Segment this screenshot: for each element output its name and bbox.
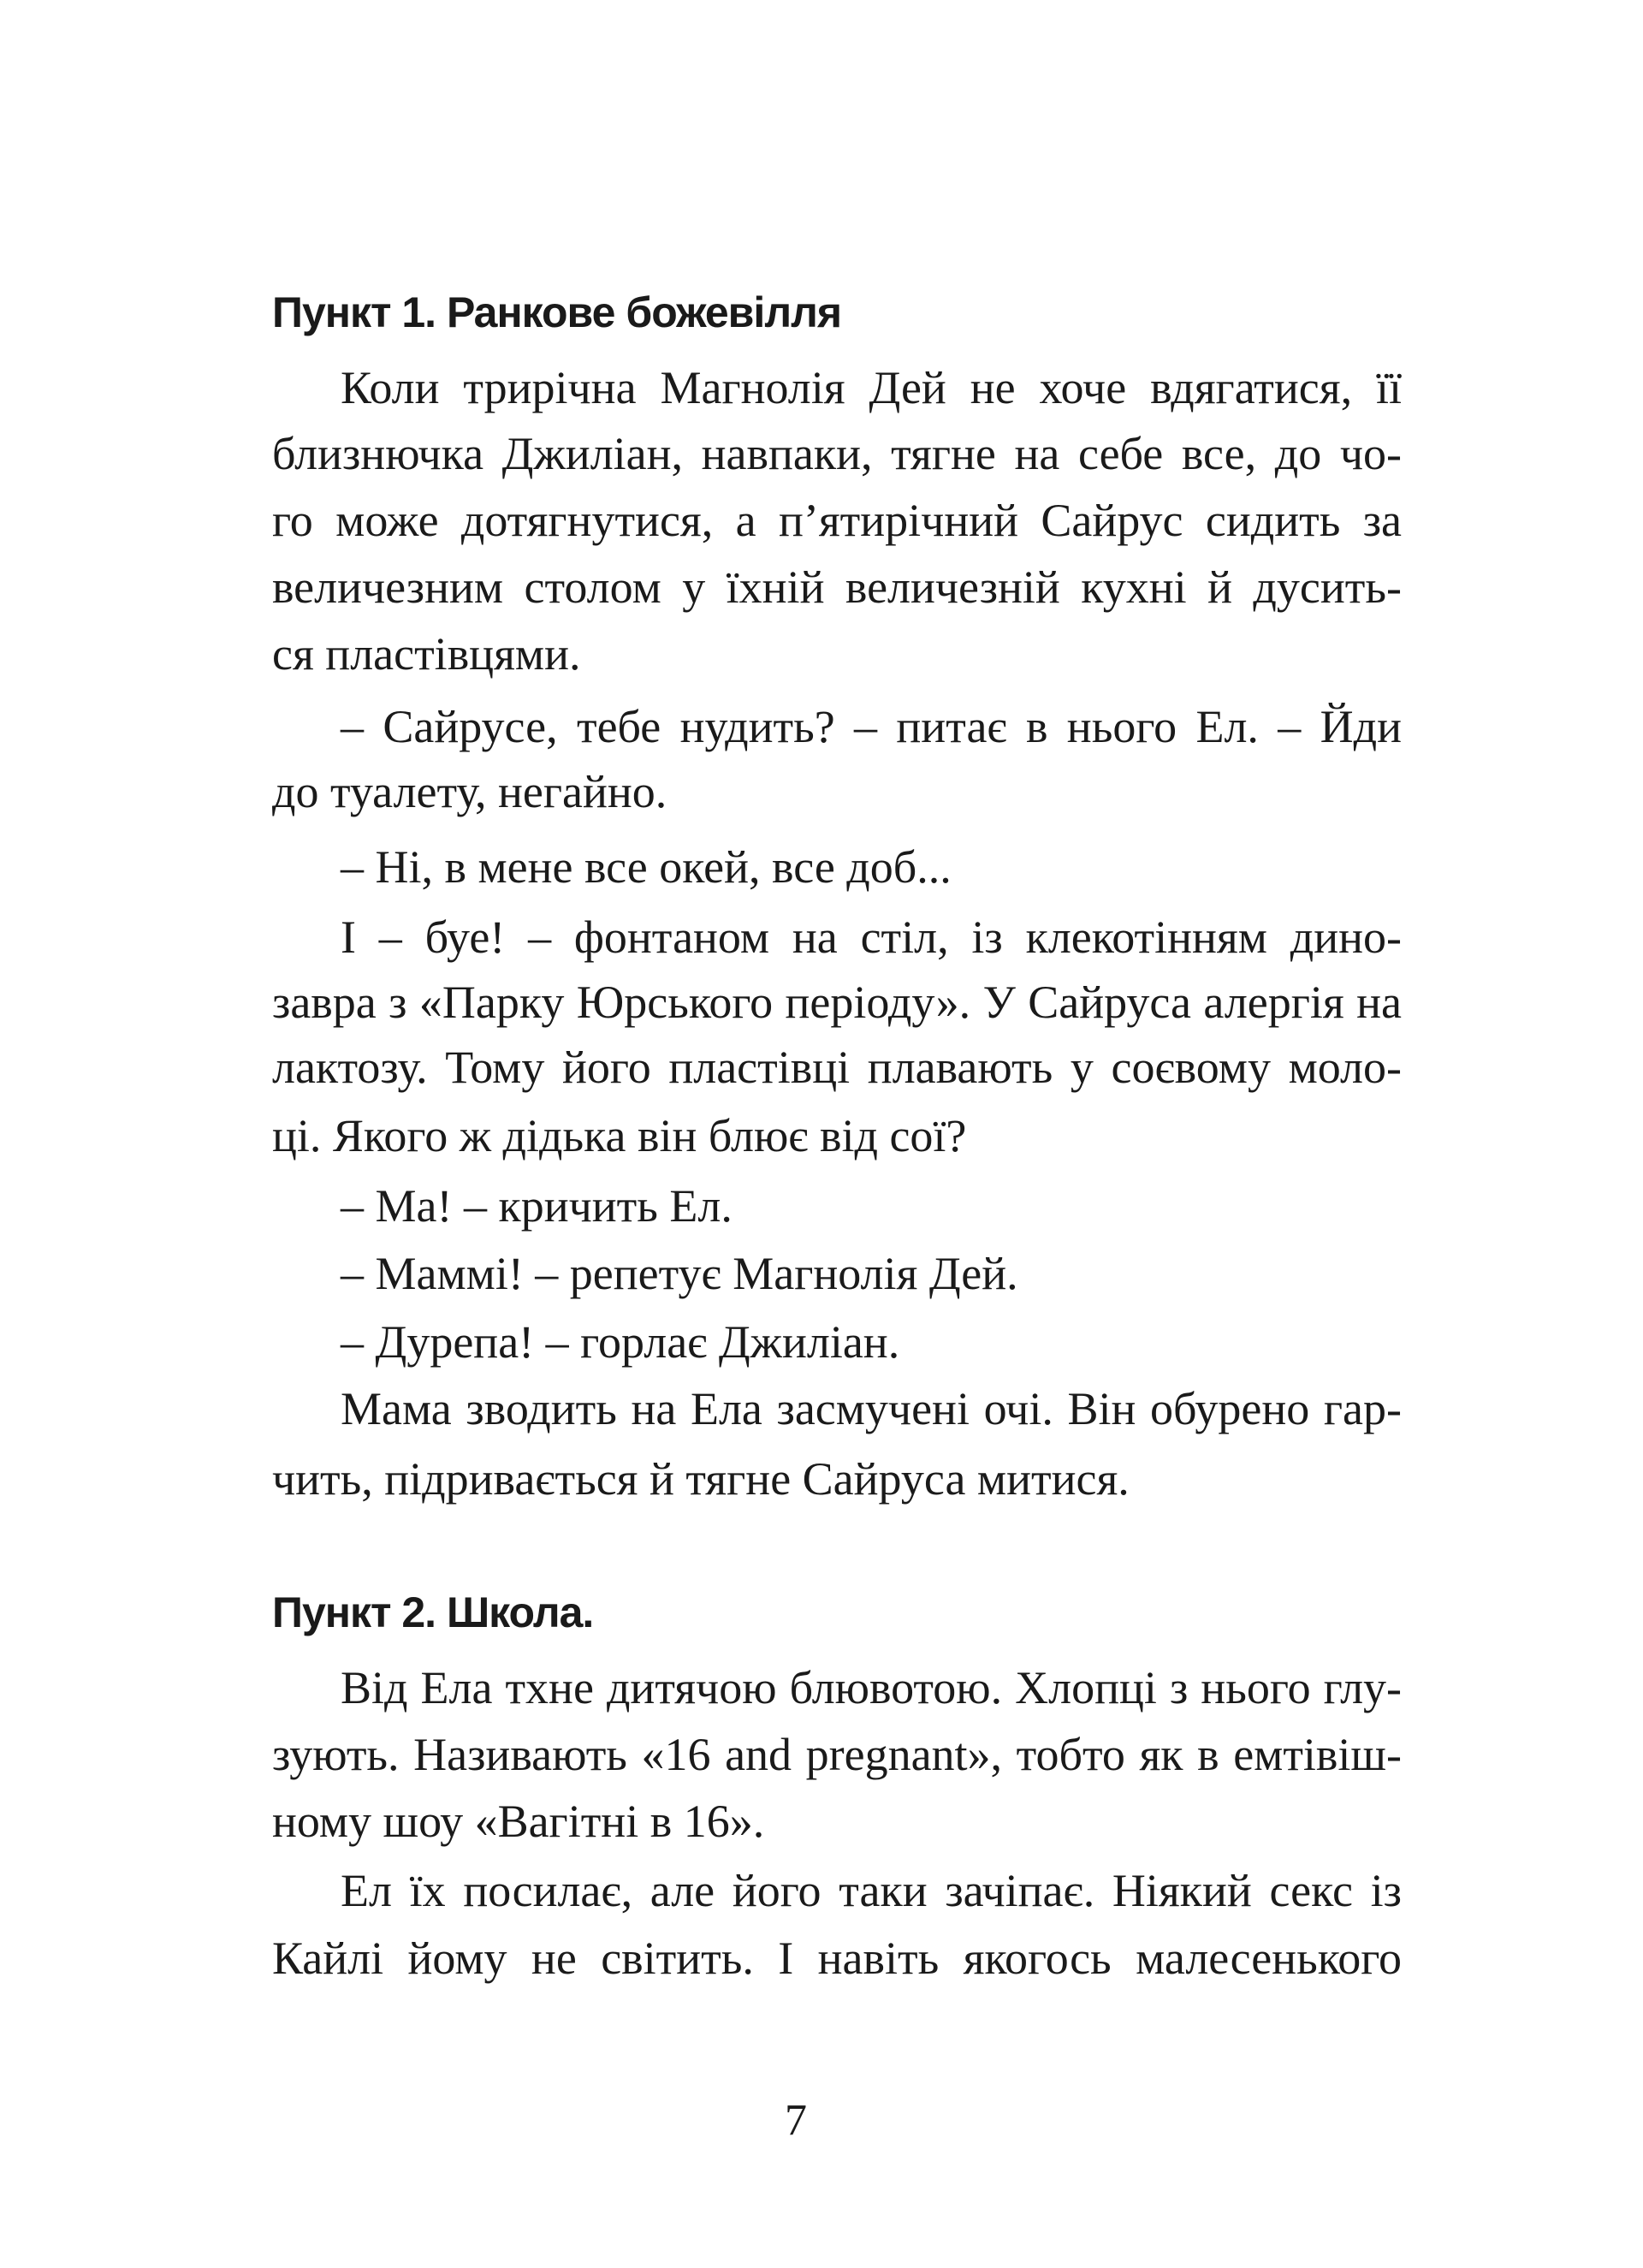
text-line: Ел їх посилає, але його таки зачіпає. Ніякий секс із — [341, 1865, 1402, 1916]
text-line: – Дурепа! – горлає Джиліан. — [341, 1316, 900, 1368]
text-line: – Ні, в мене все окей, все доб... — [341, 841, 952, 893]
text-line: завра з «Парку Юрського періоду». У Сайруса алергія на — [272, 977, 1402, 1028]
text-line: ному шоу «Вагітні в 16». — [272, 1796, 765, 1847]
text-line: до туалету, негайно. — [272, 766, 667, 817]
text-line: – Сайрусе, тебе нудить? – питає в нього Ел. – Йди — [341, 701, 1402, 752]
text-line: величезним столом у їхній величезній кухні й дусить- — [272, 561, 1402, 613]
text-line: Від Ела тхне дитячою блювотою. Хлопці з нього глу- — [341, 1662, 1402, 1713]
text-line: зують. Називають «16 and pregnant», тобто як в емтівіш- — [272, 1729, 1402, 1780]
section-heading: Пункт 2. Школа. — [272, 1588, 594, 1636]
text-line: – Маммі! – репетує Магнолія Дей. — [341, 1248, 1018, 1299]
page-number: 7 — [785, 2096, 807, 2145]
section-heading: Пункт 1. Ранкове божевілля — [272, 288, 842, 336]
text-line: близнючка Джиліан, навпаки, тягне на себе все, до чо- — [272, 428, 1402, 479]
text-line: І – буе! – фонтаном на стіл, із клекотінням дино- — [341, 911, 1402, 963]
text-line: го може дотягнутися, а п’ятирічний Сайрус сидить за — [272, 495, 1402, 546]
text-line: Мама зводить на Ела засмучені очі. Він обурено гар- — [341, 1383, 1402, 1434]
text-line: Кайлі йому не світить. І навіть якогось малесенького — [272, 1933, 1402, 1984]
text-line: – Ма! – кричить Ел. — [341, 1180, 733, 1232]
text-line: Коли трирічна Магнолія Дей не хоче вдягатися, її — [341, 362, 1402, 413]
text-line: чить, підривається й тягне Сайруса митися. — [272, 1453, 1130, 1505]
text-line: лактозу. Тому його пластівці плавають у соєвому моло- — [272, 1042, 1402, 1093]
text-line: ся пластівцями. — [272, 628, 581, 680]
text-line: ці. Якого ж дідька він блює від сої? — [272, 1110, 967, 1161]
